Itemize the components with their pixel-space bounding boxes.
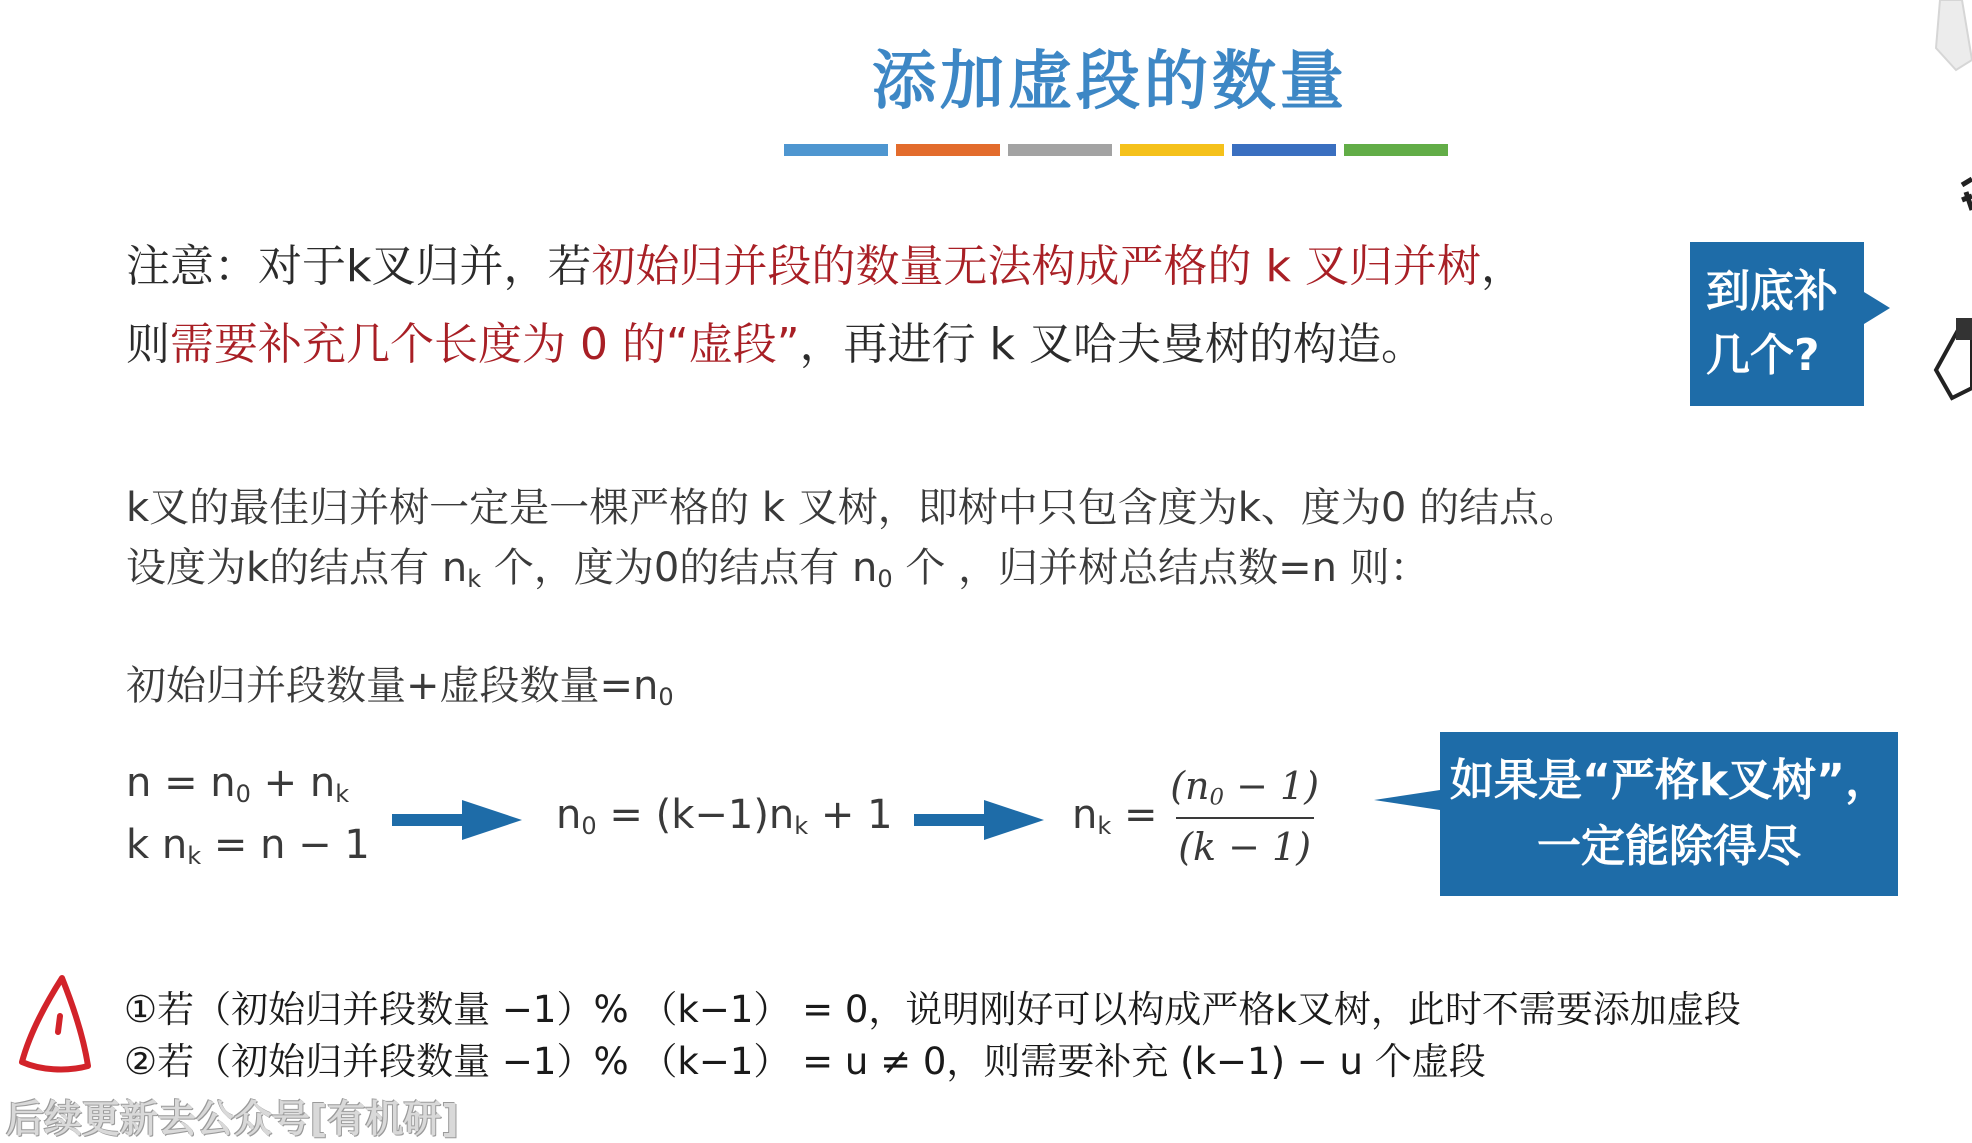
body-line-2-part-a: 设度为k的结点有 n: [126, 545, 468, 591]
equation-1-part-b: + n: [250, 760, 336, 806]
watermark-text: 后续更新去公众号[有机研]: [6, 1097, 459, 1141]
equation-2-part-a: k n: [126, 822, 188, 868]
equation-3-part-c: + 1: [808, 792, 893, 838]
note-line-2-suffix: ，再进行 k 叉哈夫曼树的构造。: [799, 319, 1426, 370]
title-bar-segment-3: [1008, 144, 1112, 156]
equation-3-part-a: n: [556, 792, 582, 838]
subscript-k: k: [467, 565, 482, 593]
equation-1-part-a: n = n: [126, 760, 236, 806]
body-line-3: [126, 656, 674, 727]
callout-how-many: [1690, 242, 1864, 406]
equation-2: [126, 822, 370, 870]
title-color-bar: [784, 144, 1448, 156]
equation-2-part-b: = n − 1: [201, 822, 370, 868]
equation-3-part-b: = (k−1)n: [596, 792, 795, 838]
title-bar-segment-2: [896, 144, 1000, 156]
subscript-k: k: [794, 812, 809, 840]
subscript-0: 0: [1209, 784, 1225, 811]
subscript-0: 0: [581, 812, 597, 840]
fraction-numerator-part-b: − 1): [1224, 764, 1320, 808]
subscript-0: 0: [658, 683, 674, 711]
fraction-numerator: [1170, 764, 1319, 811]
body-line-1: k叉的最佳归并树一定是一棵严格的 k 叉树，即树中只包含度为k、度为0 的结点。: [126, 485, 1580, 531]
body-line-3-part-a: 初始归并段数量+虚段数量=n: [126, 663, 659, 709]
note-line-2-prefix: 则: [126, 319, 170, 370]
equation-4-part-b: =: [1111, 792, 1158, 839]
body-line-2-part-b: 个，度为0的结点有 n: [481, 545, 878, 591]
rule-2: ②若（初始归并段数量 −1）% （k−1） = u ≠ 0，则需要补充 (k−1) − u 个虚段: [124, 1040, 1486, 1083]
body-line-2-part-c: 个 ，归并树总结点数=n 则：: [892, 545, 1430, 591]
note-line-1-suffix: ，: [1480, 241, 1525, 292]
subscript-k: k: [187, 842, 202, 870]
fraction-bar: [1176, 817, 1314, 819]
note-line-1: [126, 228, 1525, 306]
rule-1: ①若（初始归并段数量 −1）% （k−1） = 0，说明刚好可以构成严格k叉树，此时不需要添加虚段: [124, 988, 1741, 1031]
callout-strict-tree-line-1: 如果是“严格k叉树”，: [1450, 755, 1890, 806]
callout-strict-tree-line-2: 一定能除得尽: [1537, 821, 1801, 872]
subscript-k: k: [1097, 812, 1112, 841]
arrow-right-icon: [392, 800, 522, 840]
fraction-denominator: (k − 1): [1178, 824, 1312, 869]
callout-how-many-line-2: 几个?: [1706, 330, 1820, 381]
equation-4-part-a: n: [1072, 792, 1098, 839]
equation-1: [126, 760, 349, 808]
title-bar-segment-4: [1120, 144, 1224, 156]
arrow-right-icon: [914, 800, 1044, 840]
callout-how-many-line-1: 到底补: [1706, 266, 1838, 317]
equation-3: [556, 792, 893, 840]
presenter-figure-edge: [1900, 0, 1972, 420]
fraction-numerator-part-a: (n: [1170, 764, 1210, 808]
callout-strict-tree: [1440, 732, 1898, 896]
subscript-0: 0: [235, 780, 251, 808]
title-bar-segment-1: [784, 144, 888, 156]
page-title: 添加虚段的数量: [872, 45, 1348, 119]
note-line-2: [126, 306, 1425, 384]
subscript-k: k: [335, 780, 350, 808]
note-line-2-emphasis: 需要补充几个长度为 0 的“虚段”: [170, 319, 800, 370]
note-line-1-prefix: 注意：对于k叉归并，若: [126, 241, 592, 292]
equation-4-lhs: [1072, 792, 1158, 841]
hand-drawn-warning-mark: [14, 970, 94, 1080]
title-bar-segment-5: [1232, 144, 1336, 156]
equation-4: [1072, 764, 1319, 869]
fraction: [1170, 764, 1319, 869]
title-bar-segment-6: [1344, 144, 1448, 156]
note-line-1-emphasis: 初始归并段的数量无法构成严格的 k 叉归并树: [591, 241, 1481, 292]
body-line-2: [126, 538, 1430, 609]
subscript-0: 0: [877, 565, 893, 593]
